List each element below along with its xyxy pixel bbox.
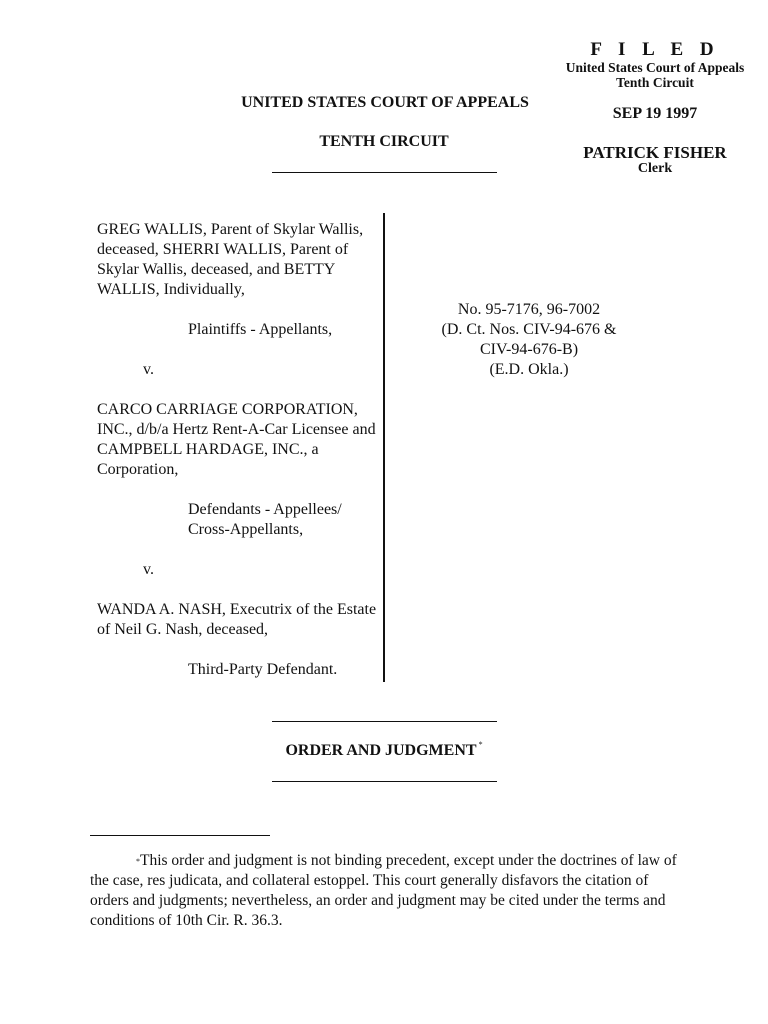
order-rule-top <box>272 721 497 722</box>
footnote-text: This order and judgment is not binding precedent, except under the doctrines of law of the case, res judicata, and collateral estoppel. This court generally disfavors the citation of orders and judgments; nevertheless, an order and judgment may be cited under the terms and conditions of 10th Cir. R. 36.3. <box>90 852 677 929</box>
clerk-name: PATRICK FISHER <box>583 143 727 162</box>
filed-date: SEP 19 1997 <box>612 105 698 122</box>
defendants-names: CARCO CARRIAGE CORPORATION, INC., d/b/a Hertz Rent-A-Car Licensee and CAMPBELL HARDAGE, INC., a Corporation, <box>97 401 376 478</box>
case-caption <box>97 220 382 680</box>
order-title: ORDER AND JUDGMENT <box>285 742 477 759</box>
court-heading: UNITED STATES COURT OF APPEALS <box>241 94 529 111</box>
versus-2: v. <box>143 561 154 578</box>
clerk-title: Clerk <box>637 161 673 176</box>
versus-1: v. <box>143 361 154 378</box>
filed-stamp <box>540 39 768 176</box>
district-case-numbers-line2: CIV-94-676-B) <box>479 341 579 358</box>
third-party-role: Third-Party Defendant. <box>188 661 338 678</box>
caption-divider <box>383 213 385 682</box>
footnote-marker: * <box>136 857 140 866</box>
order-title-block <box>270 742 498 760</box>
docket-info <box>414 300 644 380</box>
plaintiffs-role: Plaintiffs - Appellants, <box>188 321 333 338</box>
footnote <box>90 851 680 931</box>
filed-court-name: United States Court of Appeals <box>565 60 745 75</box>
filed-title: F I L E D <box>590 39 720 60</box>
header-rule <box>272 172 497 173</box>
defendants-role-line1: Defendants - Appellees/ <box>188 501 342 518</box>
circuit-heading: TENTH CIRCUIT <box>319 133 449 150</box>
third-party-name: WANDA A. NASH, Executrix of the Estate of Neil G. Nash, deceased, <box>97 601 377 638</box>
district-court: (E.D. Okla.) <box>489 361 569 378</box>
footnote-separator <box>90 835 270 836</box>
defendants-role-line2: Cross-Appellants, <box>188 521 304 538</box>
order-footnote-marker: * <box>478 740 483 749</box>
district-case-numbers-line1: (D. Ct. Nos. CIV-94-676 & <box>441 321 617 338</box>
docket-number: No. 95-7176, 96-7002 <box>457 301 601 318</box>
filed-circuit-name: Tenth Circuit <box>616 75 694 90</box>
order-rule-bottom <box>272 781 497 782</box>
plaintiffs-names: GREG WALLIS, Parent of Skylar Wallis, deceased, SHERRI WALLIS, Parent of Skylar Wallis, deceased, and BETTY WALLIS, Individually, <box>97 221 364 298</box>
